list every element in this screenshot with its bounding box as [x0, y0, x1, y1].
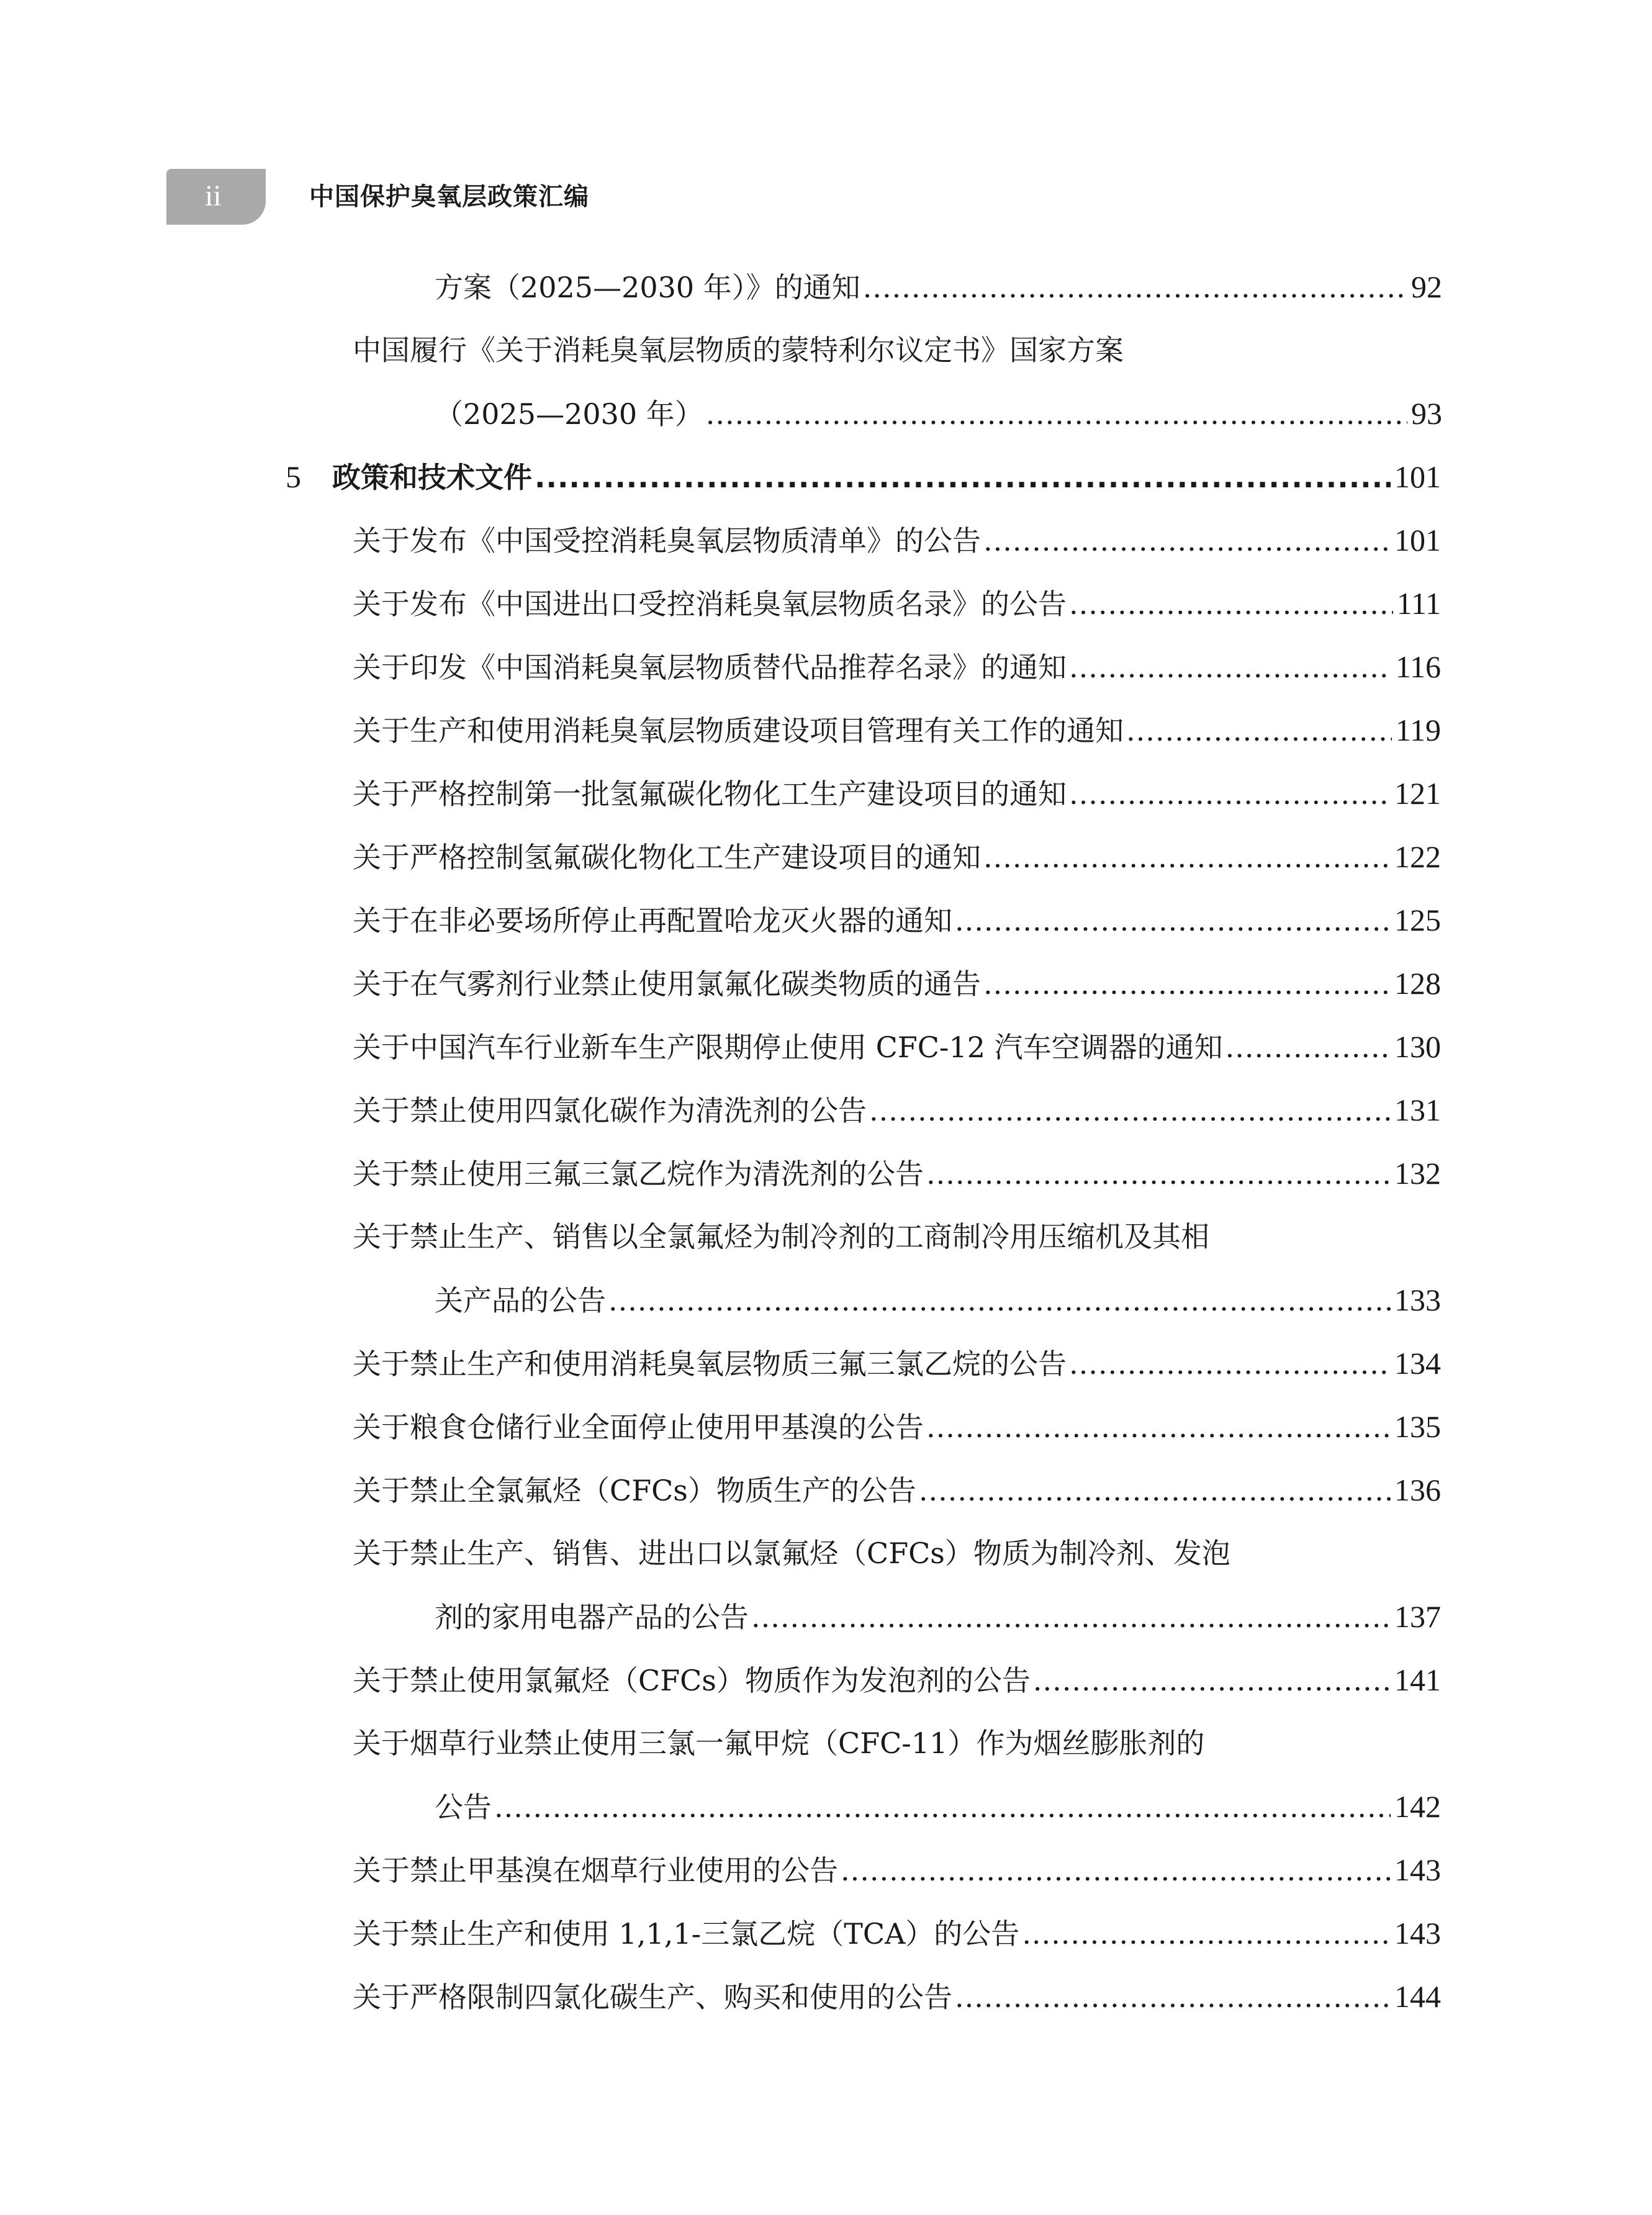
dot-leader [841, 1851, 1391, 1890]
toc-entry[interactable] [353, 710, 1441, 750]
toc-entry-page: 128 [1394, 966, 1441, 1001]
toc-entry-page: 130 [1394, 1029, 1441, 1064]
toc-entry-title: 关于发布《中国受控消耗臭氧层物质清单》的公告 [353, 524, 981, 557]
toc-entry-page: 142 [1394, 1789, 1441, 1824]
dot-leader [1069, 774, 1391, 814]
toc-entry[interactable] [435, 1280, 1441, 1320]
dot-leader [983, 837, 1391, 877]
toc-entry[interactable] [435, 1787, 1441, 1826]
toc-entry-page: 122 [1394, 839, 1441, 874]
toc-entry-title: 关于印发《中国消耗臭氧层物质替代品推荐名录》的通知 [353, 651, 1067, 684]
toc-entry-title: 关于严格限制四氯化碳生产、购买和使用的公告 [353, 1980, 952, 2014]
toc-entry-title: 剂的家用电器产品的公告 [435, 1600, 749, 1634]
toc-entry-title: 关于禁止全氯氟烃（CFCs）物质生产的公告 [353, 1474, 916, 1507]
dot-leader [751, 1597, 1391, 1637]
toc-entry-title: 关产品的公告 [435, 1284, 606, 1317]
toc-entry[interactable] [353, 774, 1441, 813]
toc-entry-page: 116 [1395, 649, 1441, 684]
chapter-heading [286, 457, 532, 497]
toc-entry[interactable] [353, 1217, 1209, 1256]
chapter-number: 5 [286, 459, 301, 494]
dot-leader [1069, 1344, 1391, 1384]
toc-entry-page: 132 [1394, 1156, 1441, 1191]
toc-entry-title: 关于严格控制氢氟碳化物化工生产建设项目的通知 [353, 841, 981, 874]
toc-entry[interactable] [353, 520, 1441, 560]
toc-entry[interactable] [353, 963, 1441, 1003]
toc-entry[interactable] [353, 837, 1441, 877]
toc-entry[interactable] [353, 1090, 1441, 1130]
toc-entry-page: 92 [1411, 269, 1442, 304]
toc-entry-title: 关于发布《中国进出口受控消耗臭氧层物质名录》的公告 [353, 587, 1067, 621]
chapter-title: 政策和技术文件 [332, 461, 532, 494]
toc-entry-page: 136 [1394, 1473, 1441, 1507]
dot-leader [535, 458, 1391, 497]
toc-entry[interactable] [435, 394, 1442, 433]
toc-entry-title: 中国履行《关于消耗臭氧层物质的蒙特利尔议定书》国家方案 [353, 333, 1124, 367]
dot-leader [1069, 584, 1393, 624]
dot-leader [1069, 647, 1392, 687]
toc-entry-title: （2025—2030 年） [435, 397, 703, 431]
book-title: 中国保护臭氧层政策汇编 [309, 183, 589, 211]
toc-entry-page: 125 [1394, 903, 1441, 937]
toc-entry[interactable] [353, 1977, 1441, 2016]
toc-entry[interactable] [353, 1913, 1441, 1953]
toc-entry[interactable] [353, 1533, 1230, 1573]
dot-leader [869, 1091, 1391, 1130]
toc-entry[interactable] [353, 1027, 1441, 1067]
dot-leader [926, 1154, 1391, 1194]
toc-entry-page: 119 [1395, 713, 1441, 747]
toc-entry-title: 关于在非必要场所停止再配置哈龙灭火器的通知 [353, 904, 952, 937]
toc-entry-page: 141 [1394, 1662, 1441, 1697]
dot-leader [1033, 1661, 1391, 1700]
page-number-tab: ii [166, 169, 266, 225]
toc-entry[interactable] [435, 267, 1442, 307]
toc-entry-title: 关于在气雾剂行业禁止使用氯氟化碳类物质的通告 [353, 967, 981, 1001]
toc-entry[interactable] [353, 900, 1441, 940]
toc-entry[interactable] [353, 1660, 1441, 1700]
toc-entry-page: 143 [1394, 1916, 1441, 1951]
toc-entry[interactable] [353, 1153, 1441, 1193]
toc-entry-title: 公告 [435, 1790, 492, 1824]
toc-entry-title: 关于禁止使用四氯化碳作为清洗剂的公告 [353, 1094, 867, 1127]
toc-entry-title: 关于严格控制第一批氢氟碳化物化工生产建设项目的通知 [353, 777, 1067, 811]
toc-entry-title: 关于禁止生产和使用消耗臭氧层物质三氟三氯乙烷的公告 [353, 1347, 1067, 1381]
toc-entry-page: 135 [1394, 1409, 1441, 1444]
toc-entry-title: 方案（2025—2030 年）》的通知 [435, 271, 860, 304]
toc-entry[interactable] [353, 330, 1124, 370]
dot-leader [1126, 711, 1392, 751]
toc-entry-page: 134 [1394, 1346, 1441, 1381]
toc-entry-page: 101 [1394, 523, 1441, 557]
toc-entry-title: 关于禁止生产、销售以全氯氟烃为制冷剂的工商制冷用压缩机及其相 [353, 1220, 1209, 1253]
dot-leader [926, 1407, 1391, 1447]
toc-entry-page: 93 [1411, 396, 1442, 431]
toc-entry-page: 111 [1396, 586, 1441, 621]
toc-entry-page: 143 [1394, 1852, 1441, 1887]
toc-entry-title: 关于粮食仓储行业全面停止使用甲基溴的公告 [353, 1410, 924, 1444]
toc-entry-title: 关于禁止生产和使用 1,1,1-三氯乙烷（TCA）的公告 [353, 1917, 1020, 1951]
toc-entry[interactable] [353, 1407, 1441, 1446]
toc-entry-page: 121 [1394, 776, 1441, 811]
toc-entry-page: 101 [1394, 459, 1441, 494]
toc-entry[interactable] [353, 1343, 1441, 1383]
dot-leader [706, 394, 1407, 434]
dot-leader [863, 268, 1407, 307]
toc-entry[interactable] [435, 1597, 1441, 1636]
dot-leader [955, 901, 1391, 941]
toc-entry-page: 144 [1394, 1979, 1441, 2014]
toc-chapter[interactable] [286, 457, 1441, 497]
toc-entry-title: 关于禁止使用三氟三氯乙烷作为清洗剂的公告 [353, 1157, 924, 1191]
toc-entry-page: 137 [1394, 1599, 1441, 1634]
toc-entry[interactable] [353, 1470, 1441, 1510]
dot-leader [608, 1281, 1391, 1320]
dot-leader [1225, 1027, 1391, 1067]
toc-entry-page: 131 [1394, 1093, 1441, 1127]
toc-entry[interactable] [353, 584, 1441, 623]
toc-entry[interactable] [353, 647, 1441, 687]
dot-leader [1022, 1914, 1391, 1954]
toc-entry-title: 关于生产和使用消耗臭氧层物质建设项目管理有关工作的通知 [353, 714, 1124, 747]
dot-leader [983, 521, 1391, 561]
dot-leader [919, 1471, 1391, 1510]
running-header [0, 169, 1652, 225]
toc-entry-page: 133 [1394, 1283, 1441, 1317]
toc-entry[interactable] [353, 1850, 1441, 1890]
toc-entry-title: 关于禁止使用氯氟烃（CFCs）物质作为发泡剂的公告 [353, 1664, 1031, 1697]
dot-leader [955, 1977, 1391, 2017]
toc-entry-title: 关于禁止甲基溴在烟草行业使用的公告 [353, 1854, 838, 1887]
toc-entry-title: 关于禁止生产、销售、进出口以氯氟烃（CFCs）物质为制冷剂、发泡 [353, 1536, 1230, 1570]
dot-leader [494, 1787, 1391, 1827]
toc-entry-title: 关于中国汽车行业新车生产限期停止使用 CFC-12 汽车空调器的通知 [353, 1031, 1223, 1064]
dot-leader [983, 964, 1391, 1004]
toc-entry[interactable] [353, 1723, 1204, 1763]
toc-entry-title: 关于烟草行业禁止使用三氯一氟甲烷（CFC-11）作为烟丝膨胀剂的 [353, 1726, 1205, 1760]
